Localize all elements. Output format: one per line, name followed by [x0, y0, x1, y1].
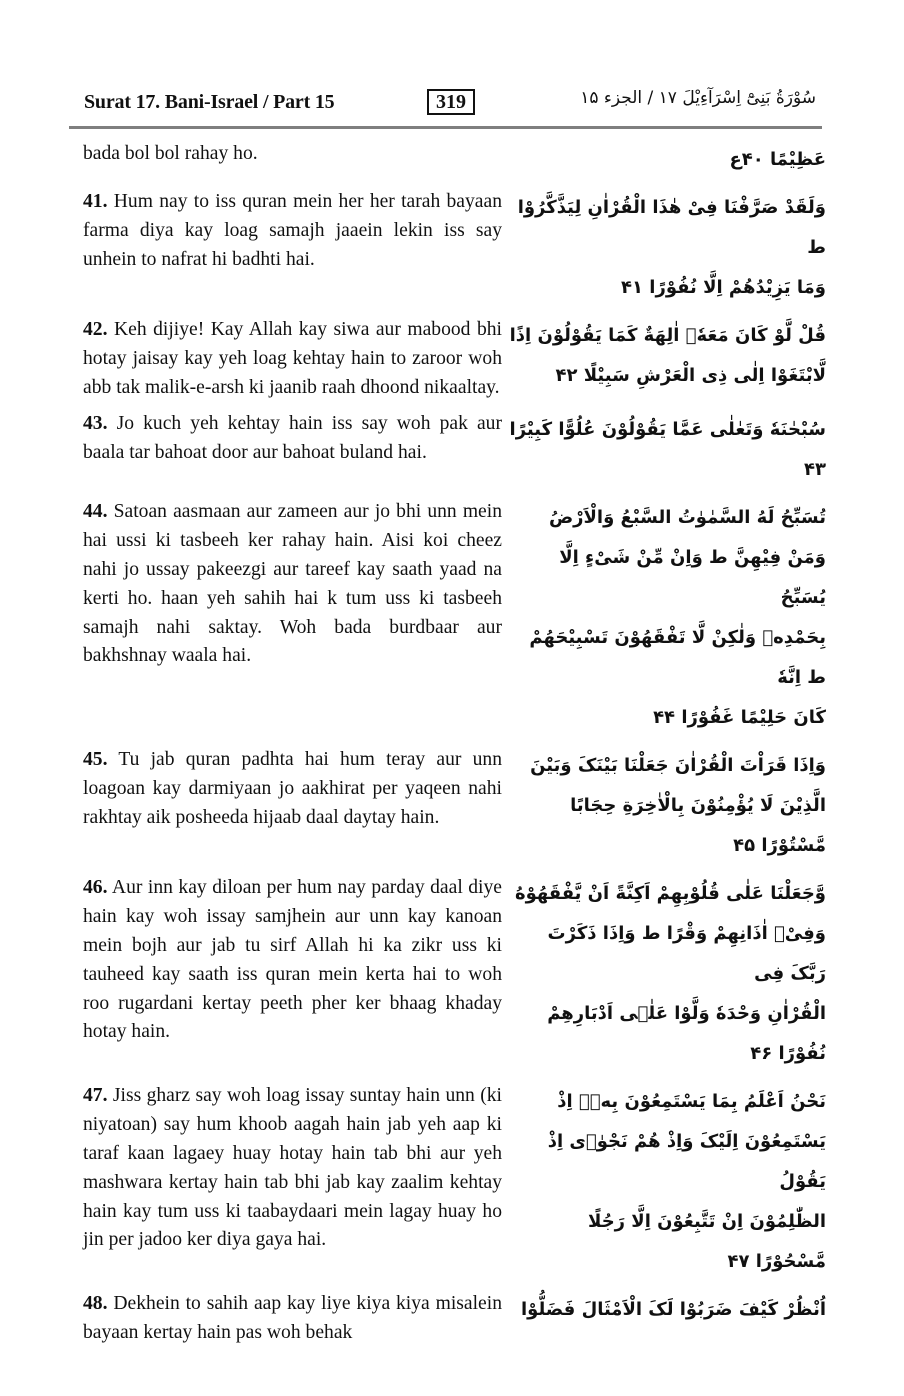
verse-row: [0, 746, 904, 866]
verse-arabic: [508, 140, 826, 180]
verse-row: [0, 874, 904, 1074]
verse-number: 45.: [83, 749, 108, 771]
arabic-line: لَّابْتَغَوْا اِلٰی ذِی الْعَرْشِ سَبِیْلًا ۴۲: [555, 365, 826, 386]
arabic-line: الَّذِیْنَ لَا یُؤْمِنُوْنَ بِالْاٰخِرَةِ حِجَابًا: [570, 795, 826, 817]
arabic-line: وَاِذَا قَرَاْتَ الْقُرْاٰنَ جَعَلْنَا بَیْنَکَ وَبَیْنَ: [530, 755, 826, 777]
verse-arabic: [508, 746, 826, 866]
verse-transliteration: [83, 746, 502, 832]
verse-transliteration: [83, 1290, 502, 1348]
verse-transliteration: [83, 188, 502, 274]
verse-text: Keh dijiye! Kay Allah kay siwa aur mabood bhi hotay jaisay kay yeh loag kehtay hain to zaroor woh abb tak malik-e-arsh ki jaanib raah dhoond nikaaltay.: [83, 319, 502, 398]
verse-arabic: [508, 874, 826, 1074]
verse-number: 46.: [83, 877, 108, 899]
arabic-line: تُسَبِّحُ لَهُ السَّمٰوٰتُ السَّبْعُ وَالْاَرْضُ: [548, 507, 826, 529]
arabic-line: وَفِیْۤ اٰذَانِهِمْ وَقْرًا ط وَاِذَا ذَکَرْتَ رَبَّکَ فِی: [547, 923, 826, 985]
verse-text: Aur inn kay diloan per hum nay parday daal diye hain kay woh issay samjhein aur unn kay kanoan mein bojh aur jab tu sirf Allah hi ka zikr uss ki tauheed kay saath iss quran mein kerta hai to woh roo rugardani kertay peeth pher ker bhaag khaday hotay hain.: [83, 877, 502, 1043]
verse-text: Jo kuch yeh kehtay hain iss say woh pak aur baala tar bahoat door aur bahoat buland hai.: [83, 413, 502, 464]
page-header: [69, 0, 822, 122]
verse-text: Dekhein to sahih aap kay liye kiya kiya misalein bayaan kertay hain pas woh behak: [83, 1293, 502, 1344]
verse-row: [0, 140, 904, 180]
verse-number: 41.: [83, 191, 108, 212]
arabic-line: مَّسْحُوْرًا ۴۷: [727, 1251, 826, 1273]
verse-transliteration: [83, 498, 502, 671]
verse-transliteration: [83, 410, 502, 468]
arabic-line: الْقُرْاٰنِ وَحْدَهٗ وَلَّوْا عَلٰۤی اَدْبَارِهِمْ: [547, 1003, 826, 1025]
arabic-line: وَمَنْ فِیْهِنَّ ط وَاِنْ مِّنْ شَیْءٍ اِلَّا یُسَبِّحُ: [559, 547, 826, 609]
verse-text: Satoan aasmaan aur zameen aur jo bhi unn mein hai ussi ki tasbeeh ker rahay hain. Aisi koi cheez nahi jo ussay pakeezgi aur tareef kay saath yaad na kerti ho. haan yeh sahih hai k tum uss ki tasbeeh samajh nahi saktay. Woh bada burdbaar aur bakhshnay waala hai.: [83, 501, 502, 667]
arabic-line: یَسْتَمِعُوْنَ اِلَیْکَ وَاِذْ هُمْ نَجْوٰۤی اِذْ یَقُوْلُ: [547, 1131, 826, 1193]
verse-row: [0, 188, 904, 308]
verse-row: [0, 498, 904, 738]
verse-arabic: [508, 1082, 826, 1282]
arabic-line: نُفُوْرًا ۴۶: [750, 1043, 826, 1065]
verse-arabic: [508, 188, 826, 308]
arabic-line: وَّجَعَلْنَا عَلٰی قُلُوْبِهِمْ اَکِنَّةً اَنْ یَّفْقَهُوْهُ: [514, 883, 826, 905]
verse-transliteration: [83, 874, 502, 1047]
verse-text: Jiss gharz say woh loag issay suntay hain unn (ki niyatoan) say hum khoob aagah hain jab yeh aap ki taraf kaan lagaey huay hotay hain tab bhi aur yeh mashwara kertay hain tab bhi jab kay zaalim kehtay hain kay tum uss ki taabaydaari mein lagay huay ho jin per jadoo ker diya gaya hai.: [83, 1085, 502, 1251]
arabic-line: مَّسْتُوْرًا ۴۵: [733, 835, 826, 857]
verse-transliteration: [83, 140, 502, 169]
verse-arabic: [508, 498, 826, 738]
arabic-line: قُلْ لَّوْ کَانَ مَعَهٗۤ اٰلِهَةٌ کَمَا یَقُوْلُوْنَ اِذًا: [509, 325, 826, 346]
verse-number: 43.: [83, 413, 108, 435]
verse-number: 48.: [83, 1293, 108, 1315]
arabic-line: نَحْنُ اَعْلَمُ بِمَا یَسْتَمِعُوْنَ بِهٖۤ اِذْ: [557, 1091, 826, 1113]
arabic-line: وَمَا یَزِیْدُھُمْ اِلَّا نُفُوْرًا ۴۱: [621, 277, 826, 298]
verse-arabic: [508, 410, 826, 490]
verse-row: [0, 1290, 904, 1348]
header-divider: [69, 126, 822, 129]
verse-arabic: [508, 1290, 826, 1330]
verse-transliteration: [83, 316, 502, 402]
arabic-line: کَانَ حَلِیْمًا غَفُوْرًا ۴۴: [653, 707, 826, 729]
arabic-line: سُبْحٰنَهٗ وَتَعٰلٰی عَمَّا یَقُوْلُوْنَ عُلُوًّا کَبِیْرًا ۴۳: [509, 419, 826, 481]
verse-text: bada bol bol rahay ho.: [83, 143, 258, 164]
surah-title: Surat 17. Bani-Israel / Part 15: [84, 91, 335, 113]
verse-number: 44.: [83, 501, 108, 523]
arabic-line: الظّٰلِمُوْنَ اِنْ تَتَّبِعُوْنَ اِلَّا رَجُلًا: [588, 1211, 826, 1233]
verse-number: 42.: [83, 319, 108, 340]
verse-row: [0, 410, 904, 490]
arabic-line: وَلَقَدْ صَرَّفْنَا فِیْ ھٰذَا الْقُرْاٰنِ لِیَذَّکَّرُوْا ط: [517, 197, 826, 258]
verse-text: Tu jab quran padhta hai hum teray aur unn loagoan kay darmiyaan jo aakhirat per yaqeen nahi rakhtay aik posheeda hijaab daal daytay hain.: [83, 749, 503, 828]
verse-row: [0, 316, 904, 402]
verse-list: [0, 140, 904, 1396]
verse-text: Hum nay to iss quran mein her her tarah bayaan farma diya kay loag samajh jaaein lekin iss say unhein to nafrat hi badhti hai.: [83, 191, 502, 270]
verse-row: [0, 1082, 904, 1282]
verse-number: 47.: [83, 1085, 108, 1107]
verse-transliteration: [83, 1082, 502, 1255]
verse-arabic: [508, 316, 826, 396]
arabic-line: بِحَمْدِهٖ وَلٰکِنْ لَّا تَفْقَهُوْنَ تَسْبِیْحَهُمْ ط اِنَّهٗ: [529, 627, 826, 689]
arabic-surah-title: سُوْرَةُ بَنِیْٓ اِسْرَآءِیْلَ ۱۷ / الجزء ۱۵: [580, 88, 816, 108]
arabic-line: عَظِیْمًا ۴۰ع: [729, 149, 826, 170]
page-number: 319: [427, 89, 475, 115]
arabic-line: اُنْظُرْ کَیْفَ ضَرَبُوْا لَکَ الْاَمْثَالَ فَضَلُّوْا: [520, 1299, 826, 1321]
